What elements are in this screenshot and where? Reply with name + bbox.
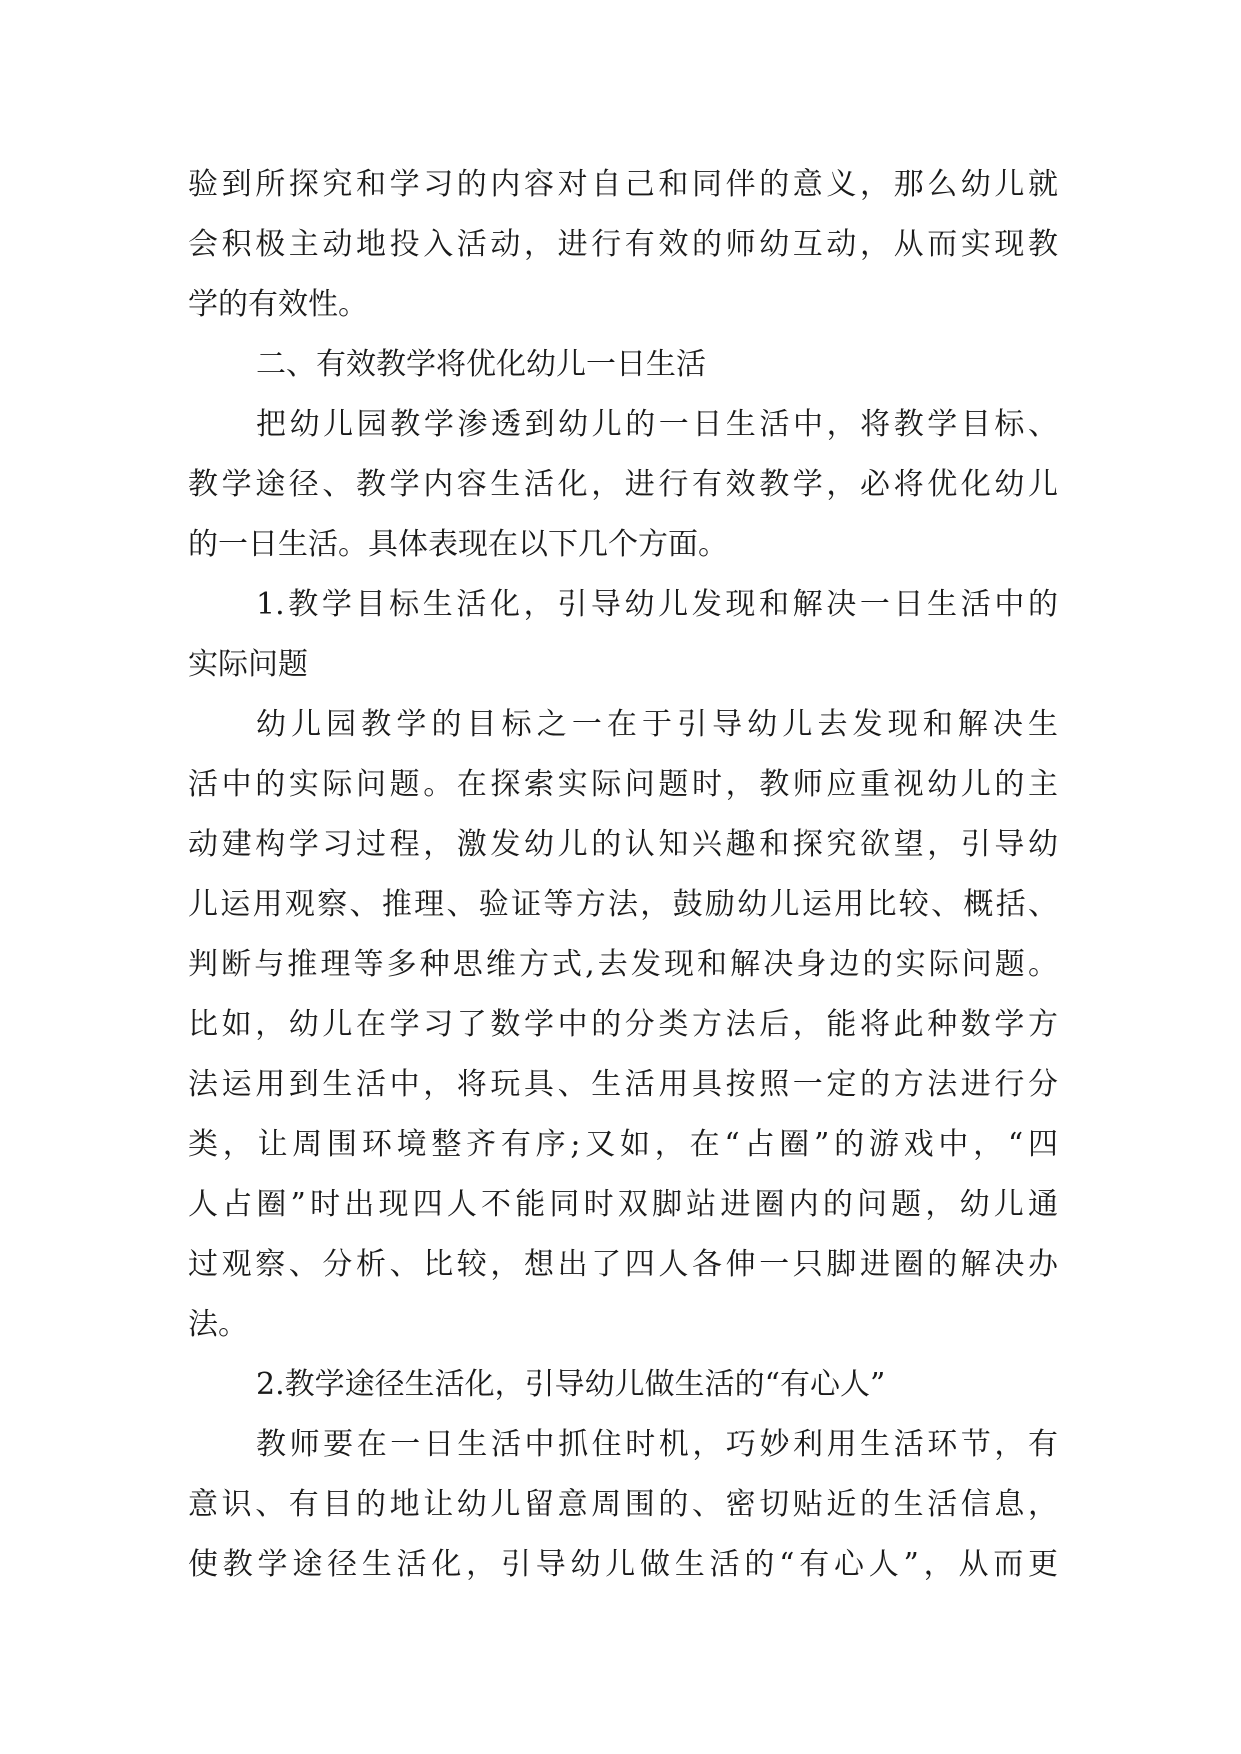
text-line: 动建构学习过程，激发幼儿的认知兴趣和探究欲望，引导幼 xyxy=(188,827,1058,862)
text-line: 活中的实际问题。在探索实际问题时，教师应重视幼儿的主 xyxy=(188,767,1058,802)
text-line: 把幼儿园教学渗透到幼儿的一日生活中，将教学目标、 xyxy=(256,407,1058,442)
subsection-heading: 1.教学目标生活化，引导幼儿发现和解决一日生活中的 xyxy=(256,587,1058,622)
text-line: 判断与推理等多种思维方式,去发现和解决身边的实际问题。 xyxy=(188,947,1058,982)
text-line: 幼儿园教学的目标之一在于引导幼儿去发现和解决生 xyxy=(256,707,1058,742)
text-line: 类，让周围环境整齐有序;又如，在“占圈”的游戏中，“四 xyxy=(188,1127,1058,1162)
text-line: 法运用到生活中，将玩具、生活用具按照一定的方法进行分 xyxy=(188,1067,1058,1102)
section-heading: 二、有效教学将优化幼儿一日生活 xyxy=(256,347,706,382)
text-line: 法。 xyxy=(188,1307,248,1342)
text-line: 教师要在一日生活中抓住时机，巧妙利用生活环节，有 xyxy=(256,1427,1058,1462)
subsection-heading-continued: 实际问题 xyxy=(188,647,308,682)
text-line: 验到所探究和学习的内容对自己和同伴的意义，那么幼儿就 xyxy=(188,167,1058,202)
text-line: 使教学途径生活化，引导幼儿做生活的“有心人”，从而更 xyxy=(188,1547,1058,1582)
text-line: 人占圈”时出现四人不能同时双脚站进圈内的问题，幼儿通 xyxy=(188,1187,1058,1222)
subsection-heading: 2.教学途径生活化，引导幼儿做生活的“有心人” xyxy=(256,1367,886,1402)
text-line: 比如，幼儿在学习了数学中的分类方法后，能将此种数学方 xyxy=(188,1007,1058,1042)
text-line: 会积极主动地投入活动，进行有效的师幼互动，从而实现教 xyxy=(188,227,1058,262)
text-line: 过观察、分析、比较，想出了四人各伸一只脚进圈的解决办 xyxy=(188,1247,1058,1282)
text-line: 儿运用观察、推理、验证等方法，鼓励幼儿运用比较、概括、 xyxy=(188,887,1058,922)
text-line: 意识、有目的地让幼儿留意周围的、密切贴近的生活信息， xyxy=(188,1487,1058,1522)
text-line: 的一日生活。具体表现在以下几个方面。 xyxy=(188,527,728,562)
text-line: 教学途径、教学内容生活化，进行有效教学，必将优化幼儿 xyxy=(188,467,1058,502)
text-line: 学的有效性。 xyxy=(188,287,368,322)
